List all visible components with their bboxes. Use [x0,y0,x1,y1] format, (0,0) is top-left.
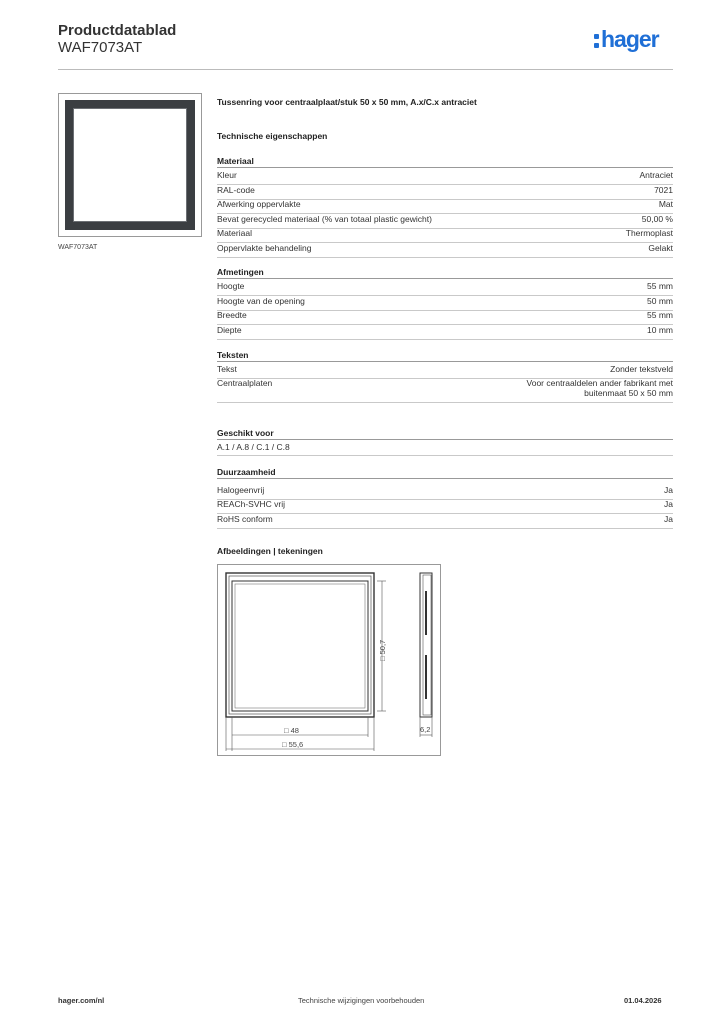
spec-row: Afwerking oppervlakte Mat [217,199,673,214]
specs-heading: Technische eigenschappen [217,131,328,141]
product-description: Tussenring voor centraalplaat/stuk 50 x 50 mm, A.x/C.x antraciet [217,97,477,107]
logo-text: hager [601,26,659,52]
frame-image [65,100,195,230]
spec-row: Hoogte 55 mm [217,281,673,296]
logo-colon-icon [594,34,600,50]
spec-row: RoHS conform Ja [217,514,673,529]
spec-row: RAL-code 7021 [217,185,673,200]
dim-depth-label: 6,2 [420,725,431,734]
group-title-materiaal: Materiaal [217,156,673,168]
group-title-duurzaamheid: Duurzaamheid [217,467,673,479]
spec-row: Materiaal Thermoplast [217,228,673,243]
spec-row: Hoogte van de opening 50 mm [217,296,673,311]
spec-row: Breedte 55 mm [217,310,673,325]
header-divider [58,69,673,70]
product-thumbnail [58,93,202,237]
spec-row: A.1 / A.8 / C.1 / C.8 [217,442,673,456]
footer-date: 01.04.2026 [624,996,662,1005]
spec-row: Oppervlakte behandeling Gelakt [217,243,673,258]
group-title-geschikt: Geschikt voor [217,428,673,440]
spec-row: Kleur Antraciet [217,170,673,185]
group-title-teksten: Teksten [217,350,673,362]
product-code: WAF7073AT [58,39,143,56]
footer-website[interactable]: hager.com/nl [58,996,105,1005]
dim-inner-label: □ 48 [284,726,299,735]
group-title-afmetingen: Afmetingen [217,267,673,279]
spec-row: Bevat gerecycled materiaal (% van totaal plastic gewicht) 50,00 % [217,214,673,229]
spec-row: Centraalplaten Voor centraaldelen ander fabrikant met buitenmaat 50 x 50 mm [217,378,673,403]
thumbnail-caption: WAF7073AT [58,244,98,251]
spec-row: REACh-SVHC vrij Ja [217,499,673,514]
spec-row: Diepte 10 mm [217,325,673,340]
dim-outer-label: □ 55,6 [282,740,304,749]
technical-drawing [217,564,441,756]
hager-logo [594,27,674,57]
spec-row: Tekst Zonder tekstveld [217,364,673,379]
dim-height-label: □ 50,7 [378,639,387,661]
spec-row: Halogeenvrij Ja [217,485,673,500]
footer-disclaimer: Technische wijzigingen voorbehouden [298,996,425,1005]
doc-title: Productdatablad [58,22,177,39]
drawings-heading: Afbeeldingen | tekeningen [217,546,323,556]
